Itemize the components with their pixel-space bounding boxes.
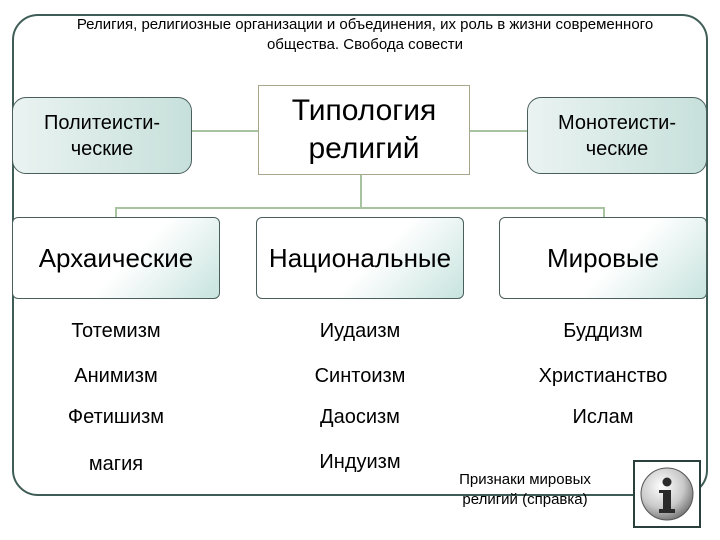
national-box [256,217,464,299]
typology-box [258,85,470,175]
archaic-box [12,217,220,299]
connector-drop-right [603,207,605,217]
list-item: Синтоизм [314,365,406,387]
list-item: Иудаизм [319,320,401,342]
list-item: Индуизм [319,451,401,473]
list-item: Анимизм [74,365,158,387]
polytheistic-label: Политеисти-ческие [43,111,161,160]
monotheistic-label: Монотеисти-ческие [558,111,676,160]
connector-right [470,130,528,132]
list-item: Фетишизм [67,406,165,428]
world-label: Мировые [546,242,660,273]
world-box [499,217,707,299]
info-icon [639,466,695,522]
list-item: Буддизм [563,320,643,342]
page-title: Религия, религиозные организации и объединения, их роль в жизни современного общества. Свобода совести [76,16,654,53]
list-item: Тотемизм [71,320,161,342]
connector-horizontal [115,207,605,209]
list-item: Ислам [572,406,634,428]
national-label: Национальные [268,242,452,273]
monotheistic-box [527,97,707,174]
info-button[interactable] [633,460,701,528]
list-item: Христианство [538,365,668,387]
polytheistic-box [12,97,192,174]
list-item: Даосизм [320,406,400,428]
connector-down [360,175,362,208]
connector-left [190,130,258,132]
reference-link[interactable]: Признаки мировых религий (справка) [459,471,591,508]
archaic-label: Архаические [38,242,194,273]
typology-label: Типология религий [291,94,437,165]
connector-drop-left [115,207,117,217]
list-item: магия [88,453,144,475]
